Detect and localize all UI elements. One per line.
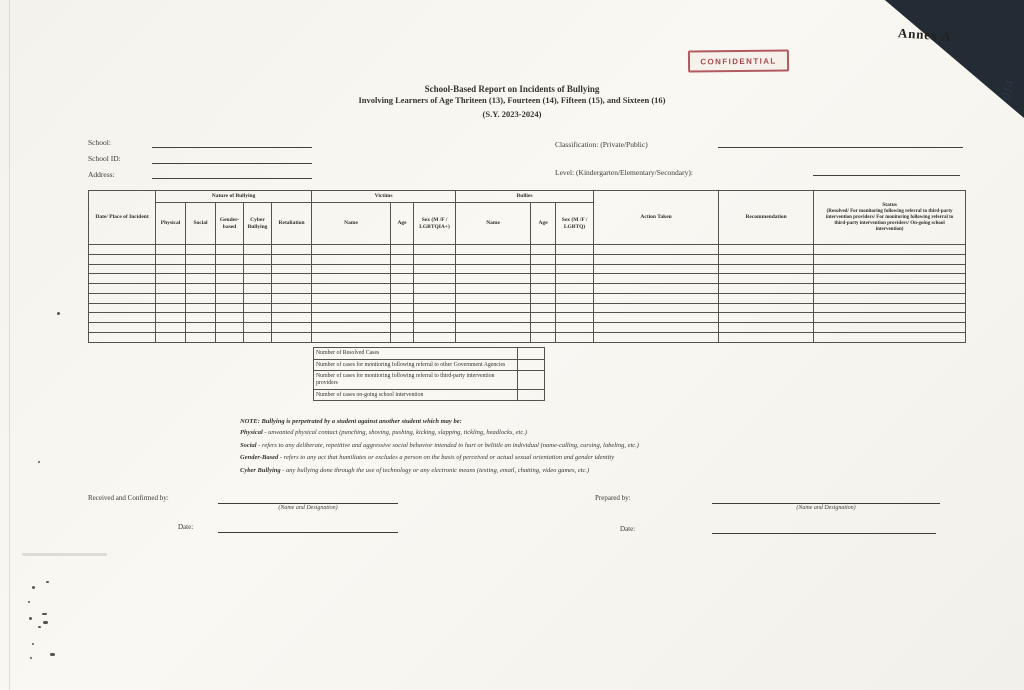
incident-empty-cell bbox=[244, 293, 272, 303]
col-header-victim-sex: Sex (M /F / LGBTQIA+) bbox=[414, 203, 456, 245]
incident-empty-cell bbox=[531, 245, 556, 255]
incident-empty-cell bbox=[594, 254, 719, 264]
col-header-bully-sex: Sex (M /F / LGBTQ) bbox=[556, 203, 594, 245]
incident-empty-cell bbox=[594, 293, 719, 303]
incident-empty-cell bbox=[156, 293, 186, 303]
incident-empty-cell bbox=[312, 313, 391, 323]
incident-empty-cell bbox=[414, 332, 456, 342]
incident-empty-cell bbox=[391, 313, 414, 323]
incident-empty-cell bbox=[556, 284, 594, 294]
scan-artifact-dot bbox=[28, 601, 30, 603]
summary-label: Number of cases for monitoring following referral to third-party intervention providers bbox=[314, 371, 518, 389]
incident-empty-cell bbox=[556, 245, 594, 255]
incident-empty-cell bbox=[186, 303, 216, 313]
incident-empty-cell bbox=[244, 284, 272, 294]
report-title-line3: (S.Y. 2023-2024) bbox=[482, 109, 542, 119]
received-name-designation-hint: (Name and Designation) bbox=[278, 505, 338, 511]
incident-empty-cell bbox=[391, 303, 414, 313]
incident-empty-cell bbox=[814, 274, 966, 284]
school-label: School: bbox=[88, 138, 111, 147]
incident-empty-cell bbox=[156, 313, 186, 323]
incident-empty-cell bbox=[272, 264, 312, 274]
incident-empty-cell bbox=[719, 245, 814, 255]
incident-empty-cell bbox=[156, 245, 186, 255]
incident-empty-cell bbox=[414, 274, 456, 284]
summary-value bbox=[518, 371, 545, 389]
incident-empty-cell bbox=[814, 284, 966, 294]
incident-empty-cell bbox=[272, 303, 312, 313]
incident-empty-cell bbox=[312, 293, 391, 303]
incident-empty-cell bbox=[216, 264, 244, 274]
incident-empty-cell bbox=[594, 313, 719, 323]
note-item-physical bbox=[240, 429, 840, 436]
confidential-stamp: CONFIDENTIAL bbox=[688, 49, 789, 72]
incident-empty-cell bbox=[531, 284, 556, 294]
incident-empty-cell bbox=[594, 323, 719, 333]
note-definition: - refers to any act that humiliates or excludes a person on the basis of perceived or actual sexual orientation and gender identity bbox=[279, 454, 615, 461]
incident-empty-cell bbox=[531, 293, 556, 303]
scan-artifact-dot bbox=[43, 621, 48, 624]
incident-empty-cell bbox=[216, 245, 244, 255]
scan-artifact-dot bbox=[32, 643, 34, 645]
incident-empty-cell bbox=[391, 254, 414, 264]
incident-empty-cell bbox=[456, 245, 531, 255]
incident-empty-cell bbox=[216, 254, 244, 264]
incident-empty-cell bbox=[312, 254, 391, 264]
col-header-cyber-bullying: Cyber Bullying bbox=[244, 203, 272, 245]
incident-empty-cell bbox=[89, 245, 156, 255]
incident-empty-cell bbox=[456, 313, 531, 323]
incident-empty-cell bbox=[414, 313, 456, 323]
note-term: Cyber Bullying bbox=[240, 466, 281, 474]
col-header-bully-name: Name bbox=[456, 203, 531, 245]
incident-empty-cell bbox=[272, 293, 312, 303]
incident-empty-cell bbox=[814, 293, 966, 303]
incident-empty-cell bbox=[531, 264, 556, 274]
right-date-label: Date: bbox=[620, 525, 636, 533]
incident-empty-cell bbox=[216, 323, 244, 333]
incident-empty-cell bbox=[89, 254, 156, 264]
note-section bbox=[240, 418, 840, 479]
incident-empty-cell bbox=[456, 264, 531, 274]
incident-empty-cell bbox=[531, 254, 556, 264]
incident-empty-cell bbox=[456, 254, 531, 264]
scan-artifact-dot bbox=[46, 581, 49, 583]
incident-empty-cell bbox=[244, 254, 272, 264]
incident-empty-cell bbox=[594, 264, 719, 274]
incident-empty-row bbox=[89, 264, 966, 274]
incident-empty-cell bbox=[272, 323, 312, 333]
note-definition: - unwanted physical contact (punching, shoving, pushing, kicking, slapping, tickling, headlocks, etc.) bbox=[264, 429, 528, 436]
annex-label: Annex A bbox=[897, 25, 953, 44]
incident-empty-cell bbox=[414, 303, 456, 313]
note-item-gender-based bbox=[240, 454, 840, 461]
incident-empty-cell bbox=[186, 284, 216, 294]
col-header-date-place: Date/ Place of Incident bbox=[89, 191, 156, 245]
incident-empty-cell bbox=[89, 284, 156, 294]
incident-empty-cell bbox=[312, 303, 391, 313]
incident-empty-cell bbox=[414, 245, 456, 255]
incident-empty-cell bbox=[414, 254, 456, 264]
incident-empty-cell bbox=[216, 293, 244, 303]
incident-empty-cell bbox=[531, 332, 556, 342]
incident-empty-cell bbox=[456, 274, 531, 284]
summary-value bbox=[518, 389, 545, 401]
incident-empty-cell bbox=[272, 284, 312, 294]
col-header-victim-name: Name bbox=[312, 203, 391, 245]
incident-empty-cell bbox=[456, 284, 531, 294]
incident-empty-cell bbox=[244, 274, 272, 284]
incident-empty-cell bbox=[594, 332, 719, 342]
received-confirmed-by-label: Received and Confirmed by: bbox=[88, 494, 169, 502]
folded-corner-shadow bbox=[864, 0, 1024, 118]
col-header-action-taken: Action Taken bbox=[594, 191, 719, 245]
level-field-line bbox=[813, 167, 960, 176]
group-header-victims: Victims bbox=[312, 191, 456, 203]
incident-empty-cell bbox=[556, 332, 594, 342]
note-item-social bbox=[240, 442, 840, 449]
scan-artifact-dot bbox=[38, 626, 41, 628]
incident-empty-cell bbox=[556, 254, 594, 264]
incident-empty-cell bbox=[186, 323, 216, 333]
right-date-line bbox=[712, 533, 936, 534]
incident-empty-cell bbox=[272, 313, 312, 323]
col-header-physical: Physical bbox=[156, 203, 186, 245]
summary-label: Number of cases on-going school intervention bbox=[314, 389, 518, 401]
note-heading: NOTE: Bullying is perpetrated by a student against another student which may be: bbox=[240, 418, 462, 425]
incident-empty-cell bbox=[89, 274, 156, 284]
incident-empty-cell bbox=[814, 303, 966, 313]
scan-artifact-dot bbox=[30, 657, 32, 659]
incident-empty-cell bbox=[312, 274, 391, 284]
incident-empty-cell bbox=[594, 274, 719, 284]
incident-empty-cell bbox=[814, 264, 966, 274]
incident-table bbox=[88, 190, 966, 343]
incident-empty-cell bbox=[531, 323, 556, 333]
incident-empty-cell bbox=[89, 332, 156, 342]
incident-empty-cell bbox=[186, 313, 216, 323]
col-header-bully-age: Age bbox=[531, 203, 556, 245]
incident-empty-cell bbox=[391, 323, 414, 333]
incident-table-body bbox=[89, 245, 966, 343]
incident-empty-cell bbox=[594, 245, 719, 255]
incident-empty-cell bbox=[814, 245, 966, 255]
incident-empty-cell bbox=[719, 284, 814, 294]
summary-row bbox=[314, 348, 545, 360]
address-field-line bbox=[152, 170, 312, 179]
note-definition: - refers to any deliberate, repetitive and aggressive social behavior intended to hurt or belittle an individual (name-calling, cursing, labeling, etc.) bbox=[258, 441, 639, 449]
incident-empty-cell bbox=[556, 264, 594, 274]
incident-empty-cell bbox=[414, 264, 456, 274]
summary-value bbox=[518, 359, 545, 371]
incident-empty-cell bbox=[391, 293, 414, 303]
school-id-field-line bbox=[152, 155, 312, 164]
incident-empty-row bbox=[89, 293, 966, 303]
incident-empty-cell bbox=[156, 323, 186, 333]
incident-empty-cell bbox=[89, 264, 156, 274]
incident-empty-cell bbox=[156, 284, 186, 294]
incident-empty-cell bbox=[391, 332, 414, 342]
scan-artifact-smudge bbox=[22, 553, 107, 556]
prepared-signature-line bbox=[712, 503, 940, 504]
report-title-line2: Involving Learners of Age Thriteen (13), Fourteen (14), Fifteen (15), and Sixteen (16) bbox=[358, 95, 666, 105]
received-signature-line bbox=[218, 503, 398, 504]
col-header-victim-age: Age bbox=[391, 203, 414, 245]
incident-empty-cell bbox=[414, 293, 456, 303]
note-term: Gender-Based bbox=[240, 454, 279, 461]
incident-empty-cell bbox=[414, 284, 456, 294]
incident-empty-cell bbox=[719, 264, 814, 274]
incident-empty-cell bbox=[531, 313, 556, 323]
incident-empty-cell bbox=[556, 293, 594, 303]
incident-empty-cell bbox=[391, 274, 414, 284]
incident-empty-cell bbox=[556, 323, 594, 333]
incident-empty-cell bbox=[272, 254, 312, 264]
summary-value bbox=[518, 348, 545, 360]
incident-empty-cell bbox=[244, 323, 272, 333]
scan-artifact-dot bbox=[29, 617, 32, 620]
incident-empty-cell bbox=[156, 332, 186, 342]
incident-empty-cell bbox=[719, 293, 814, 303]
incident-empty-cell bbox=[272, 332, 312, 342]
summary-row bbox=[314, 389, 545, 401]
incident-empty-cell bbox=[456, 323, 531, 333]
incident-empty-cell bbox=[719, 332, 814, 342]
col-header-recommendation: Recommendation bbox=[719, 191, 814, 245]
incident-empty-cell bbox=[594, 284, 719, 294]
school-id-label: School ID: bbox=[88, 154, 121, 163]
incident-empty-cell bbox=[186, 254, 216, 264]
incident-empty-cell bbox=[312, 245, 391, 255]
incident-empty-cell bbox=[594, 303, 719, 313]
incident-empty-cell bbox=[312, 284, 391, 294]
incident-empty-cell bbox=[719, 323, 814, 333]
incident-empty-cell bbox=[89, 313, 156, 323]
group-header-nature-of-bullying: Nature of Bullying bbox=[156, 191, 312, 203]
incident-empty-cell bbox=[272, 274, 312, 284]
incident-empty-cell bbox=[156, 274, 186, 284]
incident-empty-cell bbox=[216, 274, 244, 284]
prepared-name-designation-hint: (Name and Designation) bbox=[796, 505, 856, 511]
left-date-label: Date: bbox=[178, 523, 194, 531]
incident-empty-cell bbox=[814, 332, 966, 342]
incident-empty-cell bbox=[216, 303, 244, 313]
incident-empty-cell bbox=[244, 264, 272, 274]
incident-empty-cell bbox=[186, 293, 216, 303]
level-label: Level: (Kindergarten/Elementary/Secondary): bbox=[555, 168, 693, 177]
incident-empty-row bbox=[89, 245, 966, 255]
col-header-social: Social bbox=[186, 203, 216, 245]
note-item-cyber-bullying bbox=[240, 467, 840, 474]
incident-empty-cell bbox=[216, 332, 244, 342]
incident-empty-row bbox=[89, 332, 966, 342]
incident-empty-cell bbox=[156, 303, 186, 313]
incident-empty-cell bbox=[814, 254, 966, 264]
incident-empty-cell bbox=[312, 264, 391, 274]
incident-empty-cell bbox=[186, 274, 216, 284]
address-label: Address: bbox=[88, 170, 115, 179]
incident-empty-cell bbox=[456, 293, 531, 303]
incident-empty-cell bbox=[89, 303, 156, 313]
incident-empty-cell bbox=[556, 274, 594, 284]
incident-empty-cell bbox=[216, 313, 244, 323]
prepared-by-label: Prepared by: bbox=[595, 494, 631, 502]
incident-empty-row bbox=[89, 274, 966, 284]
summary-row bbox=[314, 371, 545, 389]
status-header-title: Status bbox=[882, 202, 897, 209]
status-header-subtitle: (Resolved/ For monitoring following referral to third-party intervention providers/ For monitoring following referral to third-party intervention providers/ On-going school intervention) bbox=[825, 208, 954, 232]
incident-empty-cell bbox=[531, 303, 556, 313]
incident-empty-cell bbox=[456, 332, 531, 342]
incident-empty-cell bbox=[312, 332, 391, 342]
incident-empty-row bbox=[89, 303, 966, 313]
classification-label: Classification: (Private/Public) bbox=[555, 140, 648, 149]
page-edge-line bbox=[9, 0, 10, 690]
incident-empty-row bbox=[89, 313, 966, 323]
scan-artifact-dot bbox=[38, 461, 40, 463]
incident-empty-cell bbox=[719, 254, 814, 264]
incident-empty-cell bbox=[719, 313, 814, 323]
incident-empty-cell bbox=[391, 264, 414, 274]
incident-empty-cell bbox=[186, 264, 216, 274]
incident-empty-cell bbox=[312, 323, 391, 333]
group-header-bullies: Bullies bbox=[456, 191, 594, 203]
note-definition: - any bullying done through the use of technology or any electronic means (texting, email, chatting, video games, etc.) bbox=[282, 466, 590, 474]
incident-empty-cell bbox=[272, 245, 312, 255]
incident-empty-cell bbox=[244, 332, 272, 342]
note-term: Social bbox=[240, 441, 257, 449]
incident-empty-cell bbox=[814, 323, 966, 333]
incident-empty-cell bbox=[719, 274, 814, 284]
incident-empty-cell bbox=[391, 245, 414, 255]
scan-artifact-dot bbox=[57, 312, 60, 315]
incident-empty-cell bbox=[186, 332, 216, 342]
report-title bbox=[262, 84, 762, 119]
incident-empty-cell bbox=[391, 284, 414, 294]
incident-empty-cell bbox=[414, 323, 456, 333]
incident-empty-cell bbox=[244, 313, 272, 323]
scan-artifact-dot bbox=[50, 653, 55, 656]
handwritten-page-number: 014 bbox=[997, 78, 1017, 102]
classification-field-line bbox=[718, 139, 963, 148]
scan-artifact-dot bbox=[32, 586, 35, 589]
incident-empty-row bbox=[89, 323, 966, 333]
incident-empty-cell bbox=[244, 303, 272, 313]
incident-empty-cell bbox=[186, 245, 216, 255]
incident-empty-cell bbox=[556, 313, 594, 323]
summary-table bbox=[313, 347, 545, 401]
incident-empty-cell bbox=[89, 323, 156, 333]
incident-empty-row bbox=[89, 284, 966, 294]
note-term: Physical bbox=[240, 429, 263, 436]
incident-empty-cell bbox=[216, 284, 244, 294]
incident-empty-cell bbox=[156, 254, 186, 264]
incident-empty-cell bbox=[531, 274, 556, 284]
report-title-line1: School-Based Report on Incidents of Bullying bbox=[424, 84, 600, 94]
summary-label: Number of Resolved Cases bbox=[314, 348, 518, 360]
col-header-status bbox=[814, 191, 966, 245]
incident-empty-cell bbox=[814, 313, 966, 323]
scan-artifact-dot bbox=[42, 613, 47, 615]
incident-empty-cell bbox=[156, 264, 186, 274]
col-header-gender-based: Gender-based bbox=[216, 203, 244, 245]
incident-empty-cell bbox=[719, 303, 814, 313]
incident-empty-cell bbox=[556, 303, 594, 313]
incident-empty-cell bbox=[244, 245, 272, 255]
left-date-line bbox=[218, 532, 398, 533]
summary-label: Number of cases for monitoring following referral to other Government Agencies bbox=[314, 359, 518, 371]
summary-row bbox=[314, 359, 545, 371]
school-field-line bbox=[152, 139, 312, 148]
col-header-retaliation: Retaliation bbox=[272, 203, 312, 245]
incident-empty-row bbox=[89, 254, 966, 264]
incident-empty-cell bbox=[456, 303, 531, 313]
incident-empty-cell bbox=[89, 293, 156, 303]
